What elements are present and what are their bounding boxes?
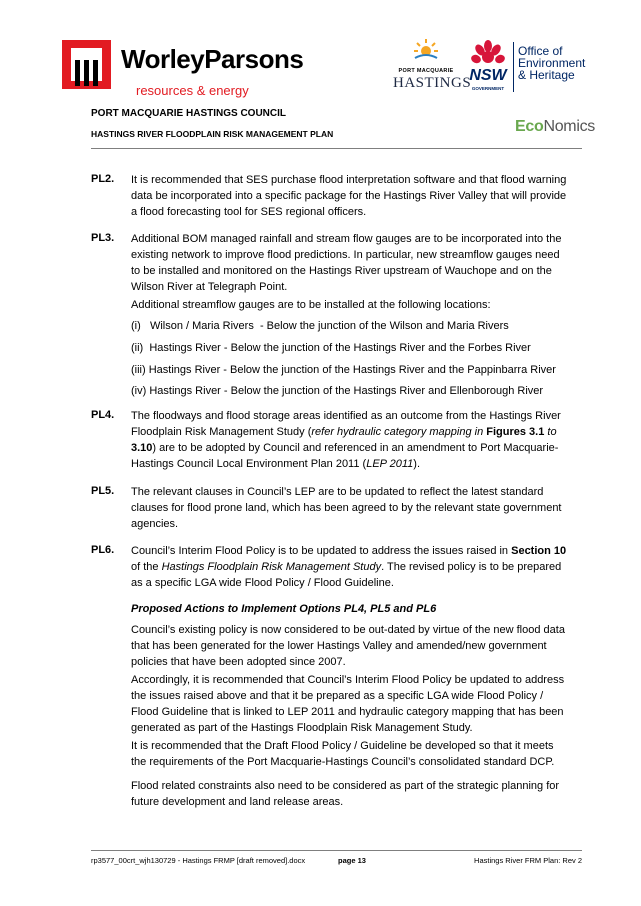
footer-rule xyxy=(91,850,582,851)
pl2-text xyxy=(131,172,581,220)
text-line: Wilson River at Telegraph Point. xyxy=(131,281,288,293)
text-run: LEP 2011 xyxy=(366,458,414,470)
figure-ref: Figures 3.1 xyxy=(486,426,545,438)
text-line: Flood Guideline that is linked to LEP 2011 and hydraulic category mapping that has been xyxy=(131,706,564,718)
council-name: PORT MACQUARIE HASTINGS COUNCIL xyxy=(91,108,286,119)
text-line: future development and land release areas. xyxy=(131,796,344,808)
text-line: that has been generated for the lower Hastings Valley and amended/new government xyxy=(131,640,547,652)
sun-icon xyxy=(413,38,439,60)
oeh-logo-text xyxy=(518,45,585,81)
text-run: ). xyxy=(413,458,421,470)
port-macquarie-hastings-logo xyxy=(393,38,472,94)
text-line: The relevant clauses in Council’s LEP are to be updated to reflect the latest standard xyxy=(131,486,544,498)
gauge-location-2: (ii) Hastings River - Below the junction of the Hastings River and the Forbes River xyxy=(131,342,531,354)
company-tagline: resources & energy xyxy=(136,83,249,98)
waratah-icon xyxy=(471,40,505,68)
nsw-government-text: GOVERNMENT xyxy=(471,86,505,91)
text-line: data be incorporated into a specific package for the Hastings River Valley that will provide xyxy=(131,190,567,202)
text-line: It is recommended that SES purchase flood interpretation software and that flood warning xyxy=(131,174,567,186)
logo-divider xyxy=(513,42,514,92)
text-line: the issues raised above and that it be prepared as a specific LGA wide Flood Policy / xyxy=(131,690,544,702)
text-run: . The revised policy is to be prepared xyxy=(381,561,562,573)
text-line: It is recommended that the Draft Flood Policy / Guideline be developed so that it meets xyxy=(131,740,554,752)
oeh-line-2: Environment xyxy=(518,56,586,70)
gauge-location-1: (i) Wilson / Maria Rivers - Below the junction of the Wilson and Maria Rivers xyxy=(131,320,509,332)
text-line xyxy=(131,440,581,456)
text-line xyxy=(131,424,581,440)
economics-rest: Nomics xyxy=(543,118,595,135)
text-line: Council’s existing policy is now considered to be out-dated by virtue of the new flood data xyxy=(131,624,565,636)
header-rule xyxy=(91,148,582,149)
pl4-text xyxy=(131,408,581,472)
text-line: as a specific LGA wide Flood Policy / Flood Guideline. xyxy=(131,577,394,589)
nsw-government-logo xyxy=(465,40,511,94)
text-line: Additional BOM managed rainfall and stream flow gauges are to be incorporated into the xyxy=(131,233,562,245)
pl6-text xyxy=(131,543,581,591)
economics-logo xyxy=(515,118,595,136)
text-line: to be installed and monitored on the Hastings River upstream of Wauchope and on the xyxy=(131,265,552,277)
economics-eco: Eco xyxy=(515,118,544,135)
text-line: the requirements of the Port Macquarie-Hastings Council’s consolidated standard DCP. xyxy=(131,756,555,768)
company-name: WorleyParsons xyxy=(121,44,304,74)
gauge-location-4: (iv) Hastings River - Below the junction of the Hastings River and Ellenborough River xyxy=(131,385,544,397)
pl3-label: PL3. xyxy=(91,232,115,244)
actions-paragraph-2 xyxy=(131,672,581,736)
figure-ref: 3.10 xyxy=(131,442,153,454)
text-run: to xyxy=(544,426,557,438)
nsw-logo-text: NSW xyxy=(469,67,507,84)
footer-document: Hastings River FRM Plan: Rev 2 xyxy=(474,856,582,865)
text-run: Floodplain Risk Management Study ( xyxy=(131,426,312,438)
pl5-label: PL5. xyxy=(91,485,115,497)
pl5-text xyxy=(131,484,581,532)
page-number: page 13 xyxy=(338,856,366,865)
actions-paragraph-1 xyxy=(131,622,581,670)
text-line xyxy=(131,456,581,472)
text-run: refer hydraulic category mapping in xyxy=(311,426,487,438)
gauge-location-3: (iii) Hastings River - Below the junction of the Hastings River and the Pappinbarra River xyxy=(131,364,556,376)
footer-filename: rp3577_00crt_wjh130729 - Hastings FRMP [draft removed].docx xyxy=(91,856,306,865)
pl2-label: PL2. xyxy=(91,173,115,185)
pl3-text xyxy=(131,231,581,295)
worleyparsons-logo-icon xyxy=(62,40,111,89)
text-line: clauses for flood prone land, which has been agreed to by the relevant state government xyxy=(131,502,562,514)
actions-heading: Proposed Actions to Implement Options PL4, PL5 and PL6 xyxy=(131,603,437,615)
text-line: policies that have been adopted since 2007. xyxy=(131,656,346,668)
text-run: Hastings Council Local Environment Plan 2011 ( xyxy=(131,458,367,470)
study-title: Hastings Floodplain Risk Management Study xyxy=(161,561,382,573)
text-line: existing network to improve flood predictions. In particular, new streamflow gauges need xyxy=(131,249,560,261)
text-line: a flood forecasting tool for SES regional officers. xyxy=(131,206,367,218)
text-line: Accordingly, it is recommended that Council’s Interim Flood Policy be updated to address xyxy=(131,674,565,686)
pl3-intro: Additional streamflow gauges are to be installed at the following locations: xyxy=(131,299,491,311)
text-line: The floodways and flood storage areas identified as an outcome from the Hastings River xyxy=(131,410,561,422)
text-run: ) are to be adopted by Council and referenced in an amendment to Port Macquarie- xyxy=(152,442,559,454)
pl4-label: PL4. xyxy=(91,409,115,421)
section-ref: Section 10 xyxy=(511,545,567,557)
text-run: of the xyxy=(131,561,162,573)
pm-logo-small-text: PORT MACQUARIE xyxy=(398,68,454,74)
oeh-line-3: & Heritage xyxy=(518,68,575,82)
plan-title: HASTINGS RIVER FLOODPLAIN RISK MANAGEMENT PLAN xyxy=(91,129,334,139)
pl6-label: PL6. xyxy=(91,544,115,556)
pm-logo-large-text: HASTINGS xyxy=(393,75,472,91)
actions-paragraph-4 xyxy=(131,778,581,810)
text-run: Council’s Interim Flood Policy is to be updated to address the issues raised in xyxy=(131,545,512,557)
text-line xyxy=(131,559,581,575)
oeh-line-1: Office of xyxy=(518,44,563,58)
text-line xyxy=(131,543,581,559)
text-line: agencies. xyxy=(131,518,179,530)
actions-paragraph-3 xyxy=(131,738,581,770)
text-line: Flood related constraints also need to be considered as part of the strategic planning for xyxy=(131,780,560,792)
text-line: generated as part of the Hastings Floodplain Risk Management Study. xyxy=(131,722,473,734)
